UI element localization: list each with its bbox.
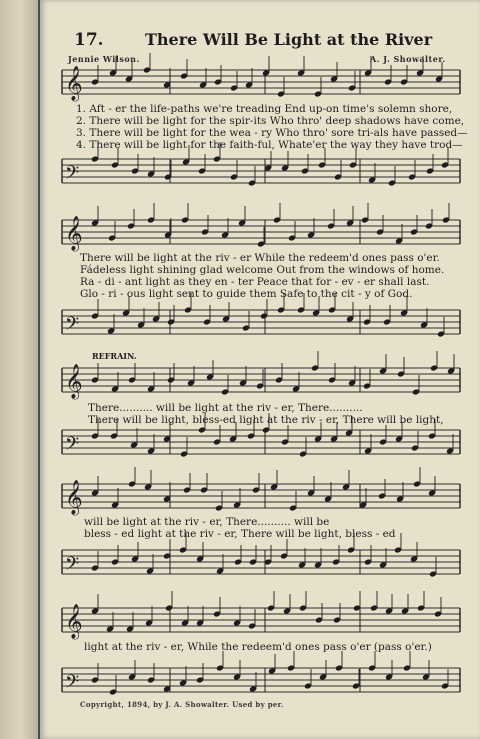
- verse-line: Fádeless light shining glad welcome Out from the windows of home.: [80, 264, 445, 276]
- bass-clef-icon: 𝄢: [65, 672, 80, 697]
- system-5-bass-staff: [40, 664, 480, 698]
- verse-lines-1: [76, 103, 476, 151]
- refrain-line-lower: There will be light, bless-ed light at the riv - er, There will be light,: [88, 414, 444, 426]
- title-row: [40, 30, 480, 52]
- verse-line: 4. There will be light for the faith-ful, Whate'er the way they have trod—: [76, 139, 463, 151]
- lyricist-credit: Jennie Wilson.: [68, 54, 140, 64]
- treble-clef-icon: 𝄞: [65, 480, 83, 515]
- bass-clef-icon: 𝄢: [65, 163, 80, 188]
- system-2-bass-staff: [40, 306, 480, 340]
- system-4-treble-staff: [40, 480, 480, 514]
- bass-clef-icon: 𝄢: [65, 434, 80, 459]
- bass-clef-icon: 𝄢: [65, 314, 80, 339]
- hymn-title: There Will Be Light at the River: [145, 30, 433, 49]
- hymn-number: 17.: [74, 30, 104, 50]
- system-1-bass-staff: [40, 155, 480, 189]
- adjacent-page-edge: [0, 0, 38, 739]
- verse-line: Ra - di - ant light as they en - ter Peace that for - ev - er shall last.: [80, 276, 430, 288]
- bass-clef-icon: 𝄢: [65, 554, 80, 579]
- system-3-bass-staff: [40, 426, 480, 460]
- treble-clef-icon: 𝄞: [65, 604, 83, 639]
- refrain-line-final: light at the riv - er, While the redeem'd ones pass o'er (pass o'er.): [84, 641, 432, 653]
- system-3-treble-staff: [40, 364, 480, 398]
- system-2-treble-staff: [40, 216, 480, 250]
- system-4-bass-staff: [40, 546, 480, 580]
- refrain-line-upper: There.......... will be light at the riv - er, There..........: [88, 402, 363, 414]
- verse-lines-2: [80, 252, 480, 300]
- system-1-treble-staff: [40, 66, 480, 100]
- composer-credit: A. J. Showalter.: [370, 54, 446, 64]
- treble-clef-icon: 𝄞: [65, 216, 83, 251]
- verse-line: There will be light at the riv - er While the redeem'd ones pass o'er.: [80, 252, 440, 264]
- treble-clef-icon: 𝄞: [65, 66, 83, 101]
- refrain-lyrics-1: [88, 402, 480, 426]
- copyright-notice: Copyright, 1894, by J. A. Showalter. Used by per.: [80, 700, 284, 709]
- refrain-lyrics-3: [84, 641, 480, 653]
- system-5-treble-staff: [40, 604, 480, 638]
- verse-line: Glo - ri - ous light sent to guide them Safe to the cit - y of God.: [80, 288, 413, 300]
- verse-line: 1. Aft - er the life-paths we're treading End up-on time's solemn shore,: [76, 103, 453, 115]
- refrain-line-upper: will be light at the riv - er, There.......... will be: [84, 516, 330, 528]
- treble-clef-icon: 𝄞: [65, 364, 83, 399]
- verse-line: 3. There will be light for the wea - ry Who thro' sore tri-als have passed—: [76, 127, 468, 139]
- refrain-line-lower: bless - ed light at the riv - er, There will be light, bless - ed: [84, 528, 396, 540]
- verse-line: 2. There will be light for the spir-its Who thro' deep shadows have come,: [76, 115, 465, 127]
- refrain-label: REFRAIN.: [92, 351, 137, 361]
- refrain-lyrics-2: [84, 516, 480, 540]
- hymnal-page: [40, 0, 480, 739]
